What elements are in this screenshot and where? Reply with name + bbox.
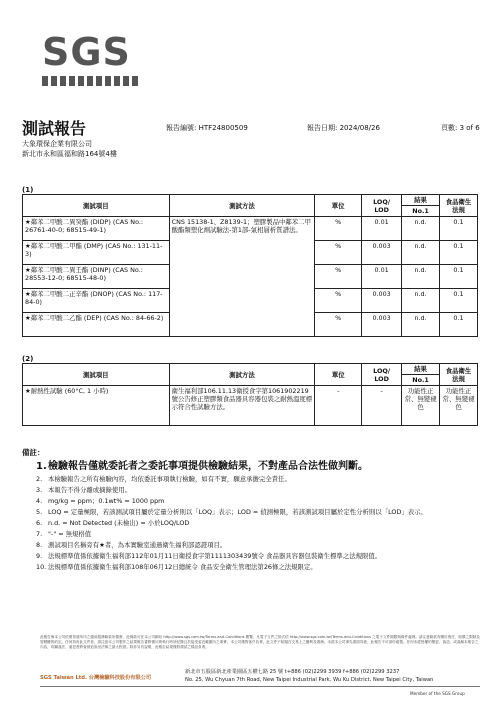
note-number: 4.: [36, 497, 43, 505]
note-item: [36, 485, 486, 496]
row-loq: 0.003: [362, 289, 402, 313]
row-item: ★鄰苯二甲酸二異壬酯 (DINP) (CAS No.: 28553-12-0; 68515-48-0): [23, 265, 170, 289]
table2-label: (2): [22, 355, 34, 363]
row-law: 0.1: [440, 289, 478, 313]
note-text: mg/kg = ppm；0.1wt% = 1000 ppm: [48, 497, 165, 505]
row-result: n.d.: [402, 217, 440, 241]
test-method: CNS 15138-1、Z8139-1；塑膠製品中鄰苯二甲酸酯類塑化劑試驗法-第1部-氣相層析質譜法。: [169, 217, 315, 337]
row-item: ★鄰苯二甲酸二甲酯 (DMP) (CAS No.: 131-11-3): [23, 241, 170, 265]
row-law: 0.1: [440, 313, 478, 337]
note-text: 測試項目名稱旁有★者，為本實驗室通過衛生福利部認證項目。: [48, 541, 227, 549]
row-result: n.d.: [402, 241, 440, 265]
note-number: 8.: [36, 541, 43, 549]
row-loq: 0.01: [362, 217, 402, 241]
row-result: n.d.: [402, 289, 440, 313]
row-unit: %: [315, 313, 362, 337]
th-unit: 單位: [315, 364, 362, 386]
note-text: 本檢驗報告之所有檢驗內容，均依委託事項執行檢驗，如有不實，願意承擔完全責任。: [48, 475, 291, 483]
note-number: 10.: [36, 563, 47, 571]
table2: [22, 363, 478, 426]
note-item: [36, 540, 486, 551]
note-item: [36, 518, 486, 529]
report-date: 報告日期: 2024/08/26: [307, 124, 380, 132]
footer-company: SGS Taiwan Ltd. 台灣檢驗科技股份有限公司: [40, 675, 152, 681]
row-loq: 0.003: [362, 313, 402, 337]
row-unit: -: [315, 386, 362, 426]
logo-stripes: [42, 76, 138, 86]
note-text: n.d. = Not Detected (未檢出) = 小於LOQ/LOD: [48, 519, 190, 527]
table1-label: (1): [22, 186, 34, 194]
note-item: [36, 529, 486, 540]
row-item: ★鄰苯二甲酸二乙酯 (DEP) (CAS No.: 84-66-2): [23, 313, 170, 337]
th-loq: LOQ/ LOD: [362, 364, 402, 386]
notes-title: 備註：: [22, 448, 45, 457]
row-law: 0.1: [440, 265, 478, 289]
legal-disclaimer: 此報告係本公司依照背面所印之通用服務條款所簽發，此條款可在本公司網站 http://www.sgs.com.tw/Terms-and-Conditions 閱覽，凡電子文件之格式依 http://www.sgs.com.tw/Terms-and-Conditions 之電子文件期限與條件處理。請注意條款有關於責任、賠償之限制及管轄權的約定。任何持有此文件者，請注意本公司製作之結果報告書將僅反映執行時所紀錄且於接受委託範圍內之事實。本公司僅對客戶負責，此文件不妨礙在交易上之權利及義務。未經本公司事先書面同意，此報告不可部份複製。任何未經授權的變更、偽造、或曲解本報告之內容，均屬違法，違犯者將會被追訴至法律之最大程度。除非另有說明，此報告結果僅對測試之樣品負責。: [40, 635, 480, 649]
footer-address: [185, 668, 433, 684]
th-method: 測試方法: [169, 195, 315, 217]
note-number: 6.: [36, 519, 43, 527]
row-law: 功能性正常、無變褪色: [440, 386, 478, 426]
row-item: ★鄰苯二甲酸二異癸酯 (DIDP) (CAS No.: 26761-40-0; 68515-49-1): [23, 217, 170, 241]
note-number: 2.: [36, 475, 43, 483]
note-text: "-" = 無規格值: [48, 530, 92, 538]
page-number: 頁數: 3 of 6: [441, 124, 480, 132]
note-number: 5.: [36, 508, 43, 516]
row-result: n.d.: [402, 265, 440, 289]
test-method: 衛生福利部106.11.13衛授食字第1061902219號公告修正塑膠類食品器具容器包裝之耐熱溫度標示符合性試驗方法。: [169, 386, 315, 426]
note-number: 9.: [36, 552, 43, 560]
row-item: ★鄰苯二甲酸二正辛酯 (DNOP) (CAS No.: 117-84-0): [23, 289, 170, 313]
row-unit: %: [315, 217, 362, 241]
report-number: 報告編號: HTF24800509: [166, 124, 248, 132]
row-law: 0.1: [440, 241, 478, 265]
th-result: 結果: [402, 195, 440, 206]
row-unit: %: [315, 241, 362, 265]
member-note: Member of the SGS Group: [410, 691, 465, 696]
row-loq: 0.003: [362, 241, 402, 265]
table1: [22, 194, 478, 337]
note-text: 法規標準值係依據衛生福利部108年06月12日總統令 食品安全衛生管理法第26條之法規限定。: [48, 563, 317, 571]
note-text: 檢驗報告僅就委託者之委託事項提供檢驗結果，不對產品合法性做判斷。: [48, 461, 368, 472]
th-method: 測試方法: [169, 364, 315, 386]
notes-list: [36, 460, 486, 573]
note-item: [36, 460, 486, 474]
th-loq: LOQ/ LOD: [362, 195, 402, 217]
note-item: [36, 551, 486, 562]
note-item: [36, 496, 486, 507]
row-loq: 0.01: [362, 265, 402, 289]
note-number: 3.: [36, 486, 43, 494]
th-result-no: No.1: [402, 375, 440, 386]
th-result: 結果: [402, 364, 440, 375]
row-result: 功能性正常、無變褪色: [402, 386, 440, 426]
row-item: ★耐熱性試驗 (60°C, 1 小時): [23, 386, 170, 426]
client-name: 大象環保企業有限公司: [22, 140, 92, 148]
th-unit: 單位: [315, 195, 362, 217]
row-result: n.d.: [402, 313, 440, 337]
th-item: 測試項目: [23, 364, 170, 386]
note-number: 1.: [36, 461, 47, 472]
th-item: 測試項目: [23, 195, 170, 217]
note-number: 7.: [36, 530, 43, 538]
client-address: 新北市永和區福和路164號4樓: [22, 150, 117, 158]
note-text: LOQ = 定量極限，若該測試項目屬於定量分析則以「LOQ」表示；LOD = 偵測極限，若該測試項目屬於定性分析則以「LOD」表示。: [48, 508, 427, 516]
page-title: 測試報告: [22, 119, 87, 138]
footer-address-zh: 新北市五股區新北產業園區五權七路 25 號 t+886 (02)2299 3939 f+886 (02)2299 3237: [185, 669, 400, 675]
th-result-no: No.1: [402, 206, 440, 217]
note-item: [36, 474, 486, 485]
th-law: 食品衛生 法規: [440, 195, 478, 217]
row-unit: %: [315, 289, 362, 313]
footer-divider: [40, 686, 480, 687]
note-text: 法規標準值係依據衛生福利部112年01月11日衛授食字第1111303439號令 食品器具容器包裝衛生標準之法規限值。: [48, 552, 382, 560]
row-unit: %: [315, 265, 362, 289]
client-company: [22, 139, 117, 159]
logo-text: SGS: [42, 30, 131, 74]
note-text: 本報告不得分離或摘錄使用。: [48, 486, 132, 494]
note-item: [36, 562, 486, 573]
th-law: 食品衛生 法規: [440, 364, 478, 386]
footer-address-en: No. 25, Wu Chyuan 7th Road, New Taipei Industrial Park, Wu Ku District, New Taipei City, Taiwan: [185, 677, 434, 683]
row-loq: -: [362, 386, 402, 426]
row-law: 0.1: [440, 217, 478, 241]
sgs-logo: [42, 30, 138, 86]
note-item: [36, 507, 486, 518]
